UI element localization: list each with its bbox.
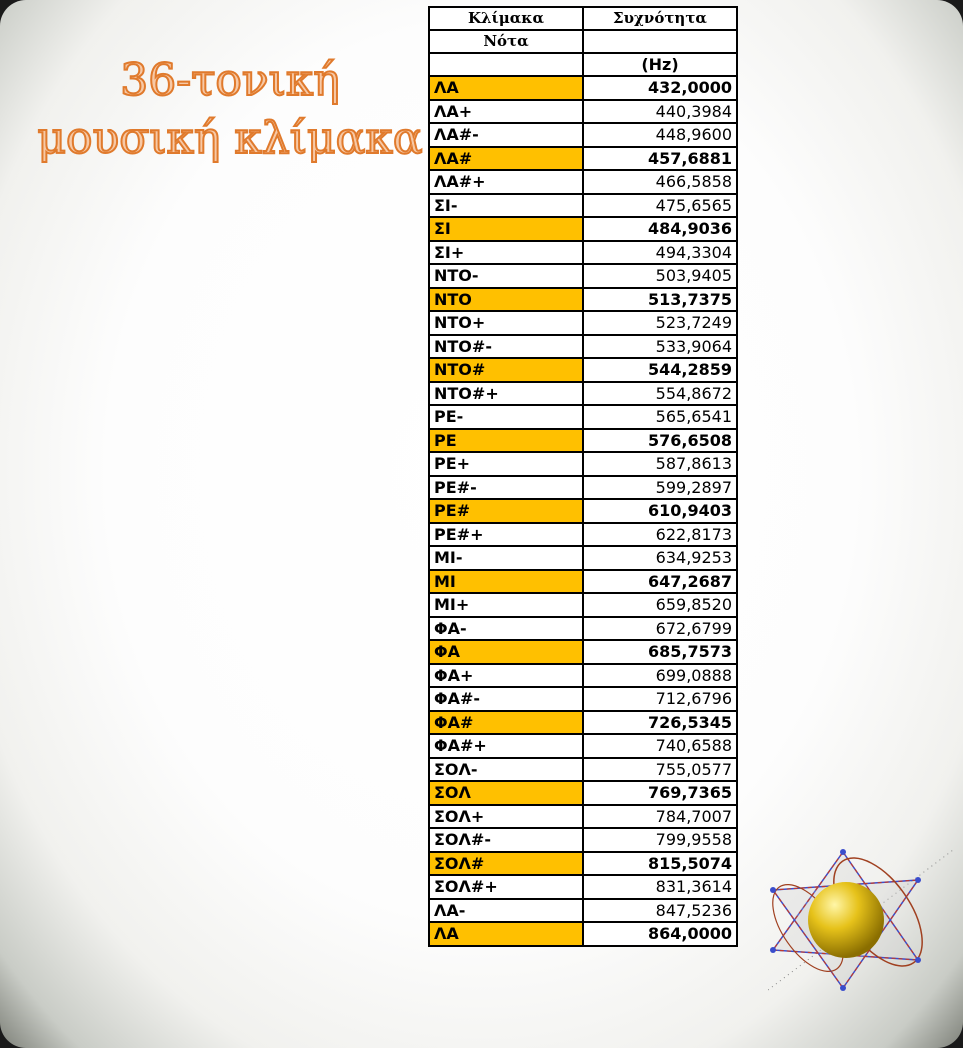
table-row xyxy=(429,617,737,641)
table-row xyxy=(429,76,737,100)
table-row xyxy=(429,311,737,335)
frequency-cell: 699,0888 xyxy=(583,664,737,688)
note-cell: ΝΤΟ xyxy=(429,288,583,312)
table-row xyxy=(429,593,737,617)
frequency-cell: 815,5074 xyxy=(583,852,737,876)
table-row xyxy=(429,429,737,453)
frequency-cell: 457,6881 xyxy=(583,147,737,171)
title-line-1: 36-τονική xyxy=(120,55,340,106)
note-cell: ΝΤΟ# xyxy=(429,358,583,382)
note-cell: ΜΙ xyxy=(429,570,583,594)
frequency-cell: 659,8520 xyxy=(583,593,737,617)
frequency-cell: 784,7007 xyxy=(583,805,737,829)
frequency-cell: 740,6588 xyxy=(583,734,737,758)
header-empty xyxy=(583,30,737,53)
note-cell: ΝΤΟ#+ xyxy=(429,382,583,406)
frequency-cell: 440,3984 xyxy=(583,100,737,124)
frequency-cell: 484,9036 xyxy=(583,217,737,241)
table-row xyxy=(429,123,737,147)
note-cell: ΦΑ#- xyxy=(429,687,583,711)
frequency-cell: 523,7249 xyxy=(583,311,737,335)
frequency-cell: 544,2859 xyxy=(583,358,737,382)
header-unit: (Hz) xyxy=(583,53,737,76)
note-cell: ΜΙ- xyxy=(429,546,583,570)
table-row xyxy=(429,217,737,241)
frequency-cell: 622,8173 xyxy=(583,523,737,547)
frequency-cell: 610,9403 xyxy=(583,499,737,523)
table-row xyxy=(429,241,737,265)
table-row xyxy=(429,711,737,735)
note-cell: ΦΑ- xyxy=(429,617,583,641)
table-row xyxy=(429,170,737,194)
note-cell: ΡΕ# xyxy=(429,499,583,523)
frequency-cell: 799,9558 xyxy=(583,828,737,852)
note-cell: ΦΑ#+ xyxy=(429,734,583,758)
frequency-cell: 599,2897 xyxy=(583,476,737,500)
note-cell: ΛΑ xyxy=(429,76,583,100)
frequency-cell: 533,9064 xyxy=(583,335,737,359)
frequency-cell: 513,7375 xyxy=(583,288,737,312)
note-cell: ΣΙ- xyxy=(429,194,583,218)
frequency-cell: 726,5345 xyxy=(583,711,737,735)
table-row xyxy=(429,828,737,852)
note-cell: ΡΕ- xyxy=(429,405,583,429)
table-row xyxy=(429,781,737,805)
slide-title xyxy=(30,52,430,168)
table-row xyxy=(429,358,737,382)
table-row xyxy=(429,875,737,899)
table-row xyxy=(429,758,737,782)
note-cell: ΜΙ+ xyxy=(429,593,583,617)
note-cell: ΝΤΟ#- xyxy=(429,335,583,359)
frequency-cell: 672,6799 xyxy=(583,617,737,641)
table-header-row xyxy=(429,7,737,30)
table-row xyxy=(429,288,737,312)
frequency-cell: 831,3614 xyxy=(583,875,737,899)
frequency-cell: 466,5858 xyxy=(583,170,737,194)
frequency-cell: 712,6796 xyxy=(583,687,737,711)
note-cell: ΝΤΟ- xyxy=(429,264,583,288)
header-note: Νότα xyxy=(429,30,583,53)
note-cell: ΡΕ+ xyxy=(429,452,583,476)
note-cell: ΣΟΛ+ xyxy=(429,805,583,829)
note-cell: ΡΕ xyxy=(429,429,583,453)
table-row xyxy=(429,687,737,711)
table-row xyxy=(429,852,737,876)
frequency-cell: 769,7365 xyxy=(583,781,737,805)
note-cell: ΛΑ#- xyxy=(429,123,583,147)
table-row xyxy=(429,523,737,547)
frequency-cell: 685,7573 xyxy=(583,640,737,664)
note-cell: ΛΑ+ xyxy=(429,100,583,124)
table-row xyxy=(429,922,737,946)
table-row xyxy=(429,335,737,359)
table-row xyxy=(429,452,737,476)
note-cell: ΡΕ#- xyxy=(429,476,583,500)
note-cell: ΣΟΛ#+ xyxy=(429,875,583,899)
note-cell: ΣΙ xyxy=(429,217,583,241)
note-cell: ΛΑ- xyxy=(429,899,583,923)
note-cell: ΦΑ+ xyxy=(429,664,583,688)
frequency-cell: 864,0000 xyxy=(583,922,737,946)
frequency-cell: 503,9405 xyxy=(583,264,737,288)
note-cell: ΝΤΟ+ xyxy=(429,311,583,335)
table-row xyxy=(429,499,737,523)
table-header-row-3 xyxy=(429,53,737,76)
table-row xyxy=(429,805,737,829)
frequency-cell: 647,2687 xyxy=(583,570,737,594)
header-frequency: Συχνότητα xyxy=(583,7,737,30)
table-row xyxy=(429,546,737,570)
table-row xyxy=(429,100,737,124)
note-cell: ΣΙ+ xyxy=(429,241,583,265)
frequency-cell: 432,0000 xyxy=(583,76,737,100)
note-cell: ΛΑ xyxy=(429,922,583,946)
frequency-cell: 576,6508 xyxy=(583,429,737,453)
table-row xyxy=(429,147,737,171)
frequency-table xyxy=(428,6,738,947)
frequency-cell: 475,6565 xyxy=(583,194,737,218)
note-cell: ΦΑ xyxy=(429,640,583,664)
geometric-hexagram-sphere-icon xyxy=(768,840,958,1000)
note-cell: ΡΕ#+ xyxy=(429,523,583,547)
header-scale: Κλίμακα xyxy=(429,7,583,30)
frequency-cell: 634,9253 xyxy=(583,546,737,570)
note-cell: ΣΟΛ# xyxy=(429,852,583,876)
table-row xyxy=(429,899,737,923)
table-row xyxy=(429,640,737,664)
header-empty-2 xyxy=(429,53,583,76)
title-line-2: μουσική κλίμακα xyxy=(37,113,423,164)
table-row xyxy=(429,570,737,594)
table-row xyxy=(429,405,737,429)
table-row xyxy=(429,194,737,218)
note-cell: ΣΟΛ xyxy=(429,781,583,805)
table-row xyxy=(429,476,737,500)
frequency-cell: 448,9600 xyxy=(583,123,737,147)
note-cell: ΛΑ#+ xyxy=(429,170,583,194)
frequency-cell: 847,5236 xyxy=(583,899,737,923)
frequency-cell: 755,0577 xyxy=(583,758,737,782)
table-row xyxy=(429,664,737,688)
note-cell: ΦΑ# xyxy=(429,711,583,735)
frequency-cell: 565,6541 xyxy=(583,405,737,429)
table-row xyxy=(429,734,737,758)
note-cell: ΣΟΛ#- xyxy=(429,828,583,852)
frequency-cell: 554,8672 xyxy=(583,382,737,406)
note-cell: ΣΟΛ- xyxy=(429,758,583,782)
frequency-cell: 587,8613 xyxy=(583,452,737,476)
frequency-cell: 494,3304 xyxy=(583,241,737,265)
table-row xyxy=(429,264,737,288)
table-header-row-2 xyxy=(429,30,737,53)
table-row xyxy=(429,382,737,406)
note-cell: ΛΑ# xyxy=(429,147,583,171)
